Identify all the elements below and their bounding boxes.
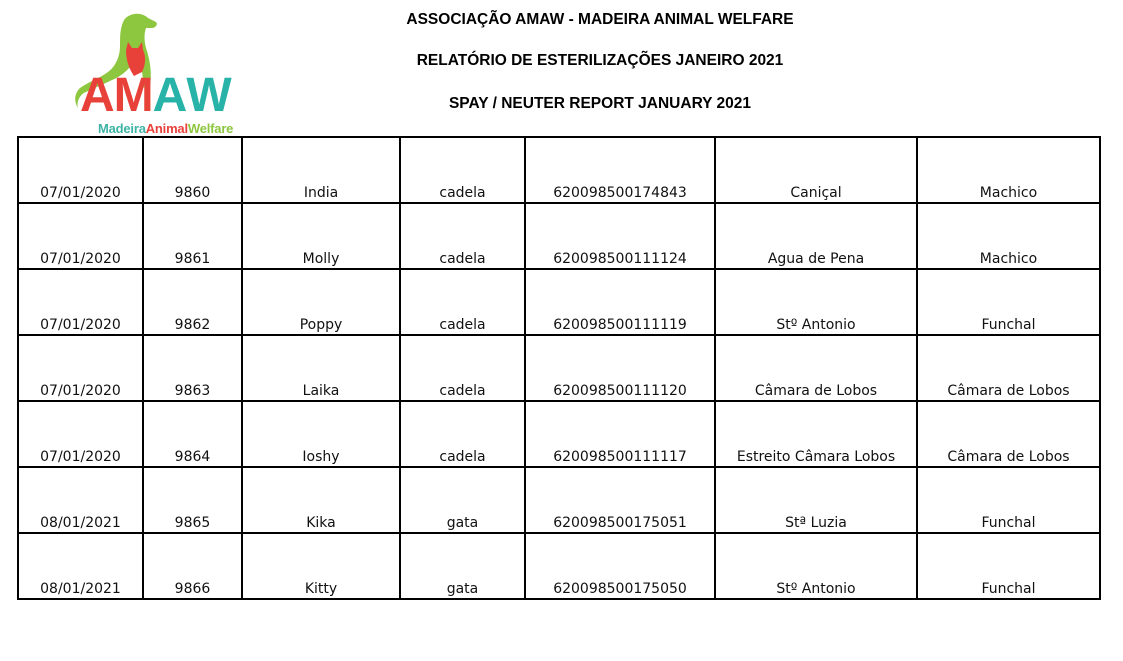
report-title-pt: RELATÓRIO DE ESTERILIZAÇÕES JANEIRO 2021 bbox=[416, 52, 784, 69]
species-cell: cadela bbox=[400, 401, 525, 467]
record-number-cell: 9863 bbox=[143, 335, 242, 401]
microchip-cell: 620098500111120 bbox=[525, 335, 715, 401]
animal-name-cell: Kika bbox=[242, 467, 400, 533]
locality-cell: Stº Antonio bbox=[715, 269, 917, 335]
species-cell: cadela bbox=[400, 335, 525, 401]
record-number-cell: 9865 bbox=[143, 467, 242, 533]
date-cell: 07/01/2020 bbox=[18, 335, 143, 401]
record-number-cell: 9861 bbox=[143, 203, 242, 269]
animal-name-cell: Kitty bbox=[242, 533, 400, 599]
species-cell: gata bbox=[400, 467, 525, 533]
table-row bbox=[18, 137, 1100, 203]
date-cell: 07/01/2020 bbox=[18, 269, 143, 335]
date-cell: 08/01/2021 bbox=[18, 533, 143, 599]
locality-cell: Agua de Pena bbox=[715, 203, 917, 269]
record-number-cell: 9862 bbox=[143, 269, 242, 335]
species-cell: cadela bbox=[400, 137, 525, 203]
logo-letters bbox=[80, 69, 231, 122]
record-number-cell: 9864 bbox=[143, 401, 242, 467]
logo-letter: A bbox=[152, 69, 187, 122]
sterilization-table bbox=[17, 136, 1101, 600]
municipality-cell: Machico bbox=[917, 137, 1100, 203]
logo-letter: A bbox=[80, 69, 114, 122]
logo-tagline bbox=[98, 121, 233, 136]
municipality-cell: Funchal bbox=[917, 467, 1100, 533]
locality-cell: Câmara de Lobos bbox=[715, 335, 917, 401]
microchip-cell: 620098500111124 bbox=[525, 203, 715, 269]
date-cell: 07/01/2020 bbox=[18, 203, 143, 269]
municipality-cell: Câmara de Lobos bbox=[917, 401, 1100, 467]
locality-cell: Caniçal bbox=[715, 137, 917, 203]
animal-name-cell: Ioshy bbox=[242, 401, 400, 467]
animal-name-cell: Molly bbox=[242, 203, 400, 269]
microchip-cell: 620098500111119 bbox=[525, 269, 715, 335]
locality-cell: Estreito Câmara Lobos bbox=[715, 401, 917, 467]
table-row bbox=[18, 467, 1100, 533]
record-number-cell: 9860 bbox=[143, 137, 242, 203]
table-row bbox=[18, 533, 1100, 599]
table-body bbox=[18, 137, 1100, 599]
microchip-cell: 620098500111117 bbox=[525, 401, 715, 467]
table-row bbox=[18, 401, 1100, 467]
species-cell: gata bbox=[400, 533, 525, 599]
microchip-cell: 620098500175051 bbox=[525, 467, 715, 533]
animal-name-cell: Poppy bbox=[242, 269, 400, 335]
logo-tagline-part: Madeira bbox=[98, 121, 146, 136]
species-cell: cadela bbox=[400, 203, 525, 269]
association-title: ASSOCIAÇÃO AMAW - MADEIRA ANIMAL WELFARE bbox=[406, 11, 794, 28]
date-cell: 08/01/2021 bbox=[18, 467, 143, 533]
amaw-logo bbox=[72, 10, 258, 138]
record-number-cell: 9866 bbox=[143, 533, 242, 599]
date-cell: 07/01/2020 bbox=[18, 137, 143, 203]
municipality-cell: Funchal bbox=[917, 533, 1100, 599]
date-cell: 07/01/2020 bbox=[18, 401, 143, 467]
logo-letter: W bbox=[186, 69, 231, 122]
microchip-cell: 620098500174843 bbox=[525, 137, 715, 203]
municipality-cell: Machico bbox=[917, 203, 1100, 269]
microchip-cell: 620098500175050 bbox=[525, 533, 715, 599]
logo-letter: M bbox=[113, 69, 153, 122]
municipality-cell: Câmara de Lobos bbox=[917, 335, 1100, 401]
logo-tagline-part: Welfare bbox=[187, 121, 234, 136]
animal-name-cell: Laika bbox=[242, 335, 400, 401]
logo-tagline-part: Animal bbox=[145, 121, 188, 136]
municipality-cell: Funchal bbox=[917, 269, 1100, 335]
table-row bbox=[18, 335, 1100, 401]
table-row bbox=[18, 203, 1100, 269]
animal-name-cell: India bbox=[242, 137, 400, 203]
report-title-en: SPAY / NEUTER REPORT JANUARY 2021 bbox=[448, 95, 752, 112]
table-row bbox=[18, 269, 1100, 335]
locality-cell: Stª Luzia bbox=[715, 467, 917, 533]
species-cell: cadela bbox=[400, 269, 525, 335]
locality-cell: Stº Antonio bbox=[715, 533, 917, 599]
